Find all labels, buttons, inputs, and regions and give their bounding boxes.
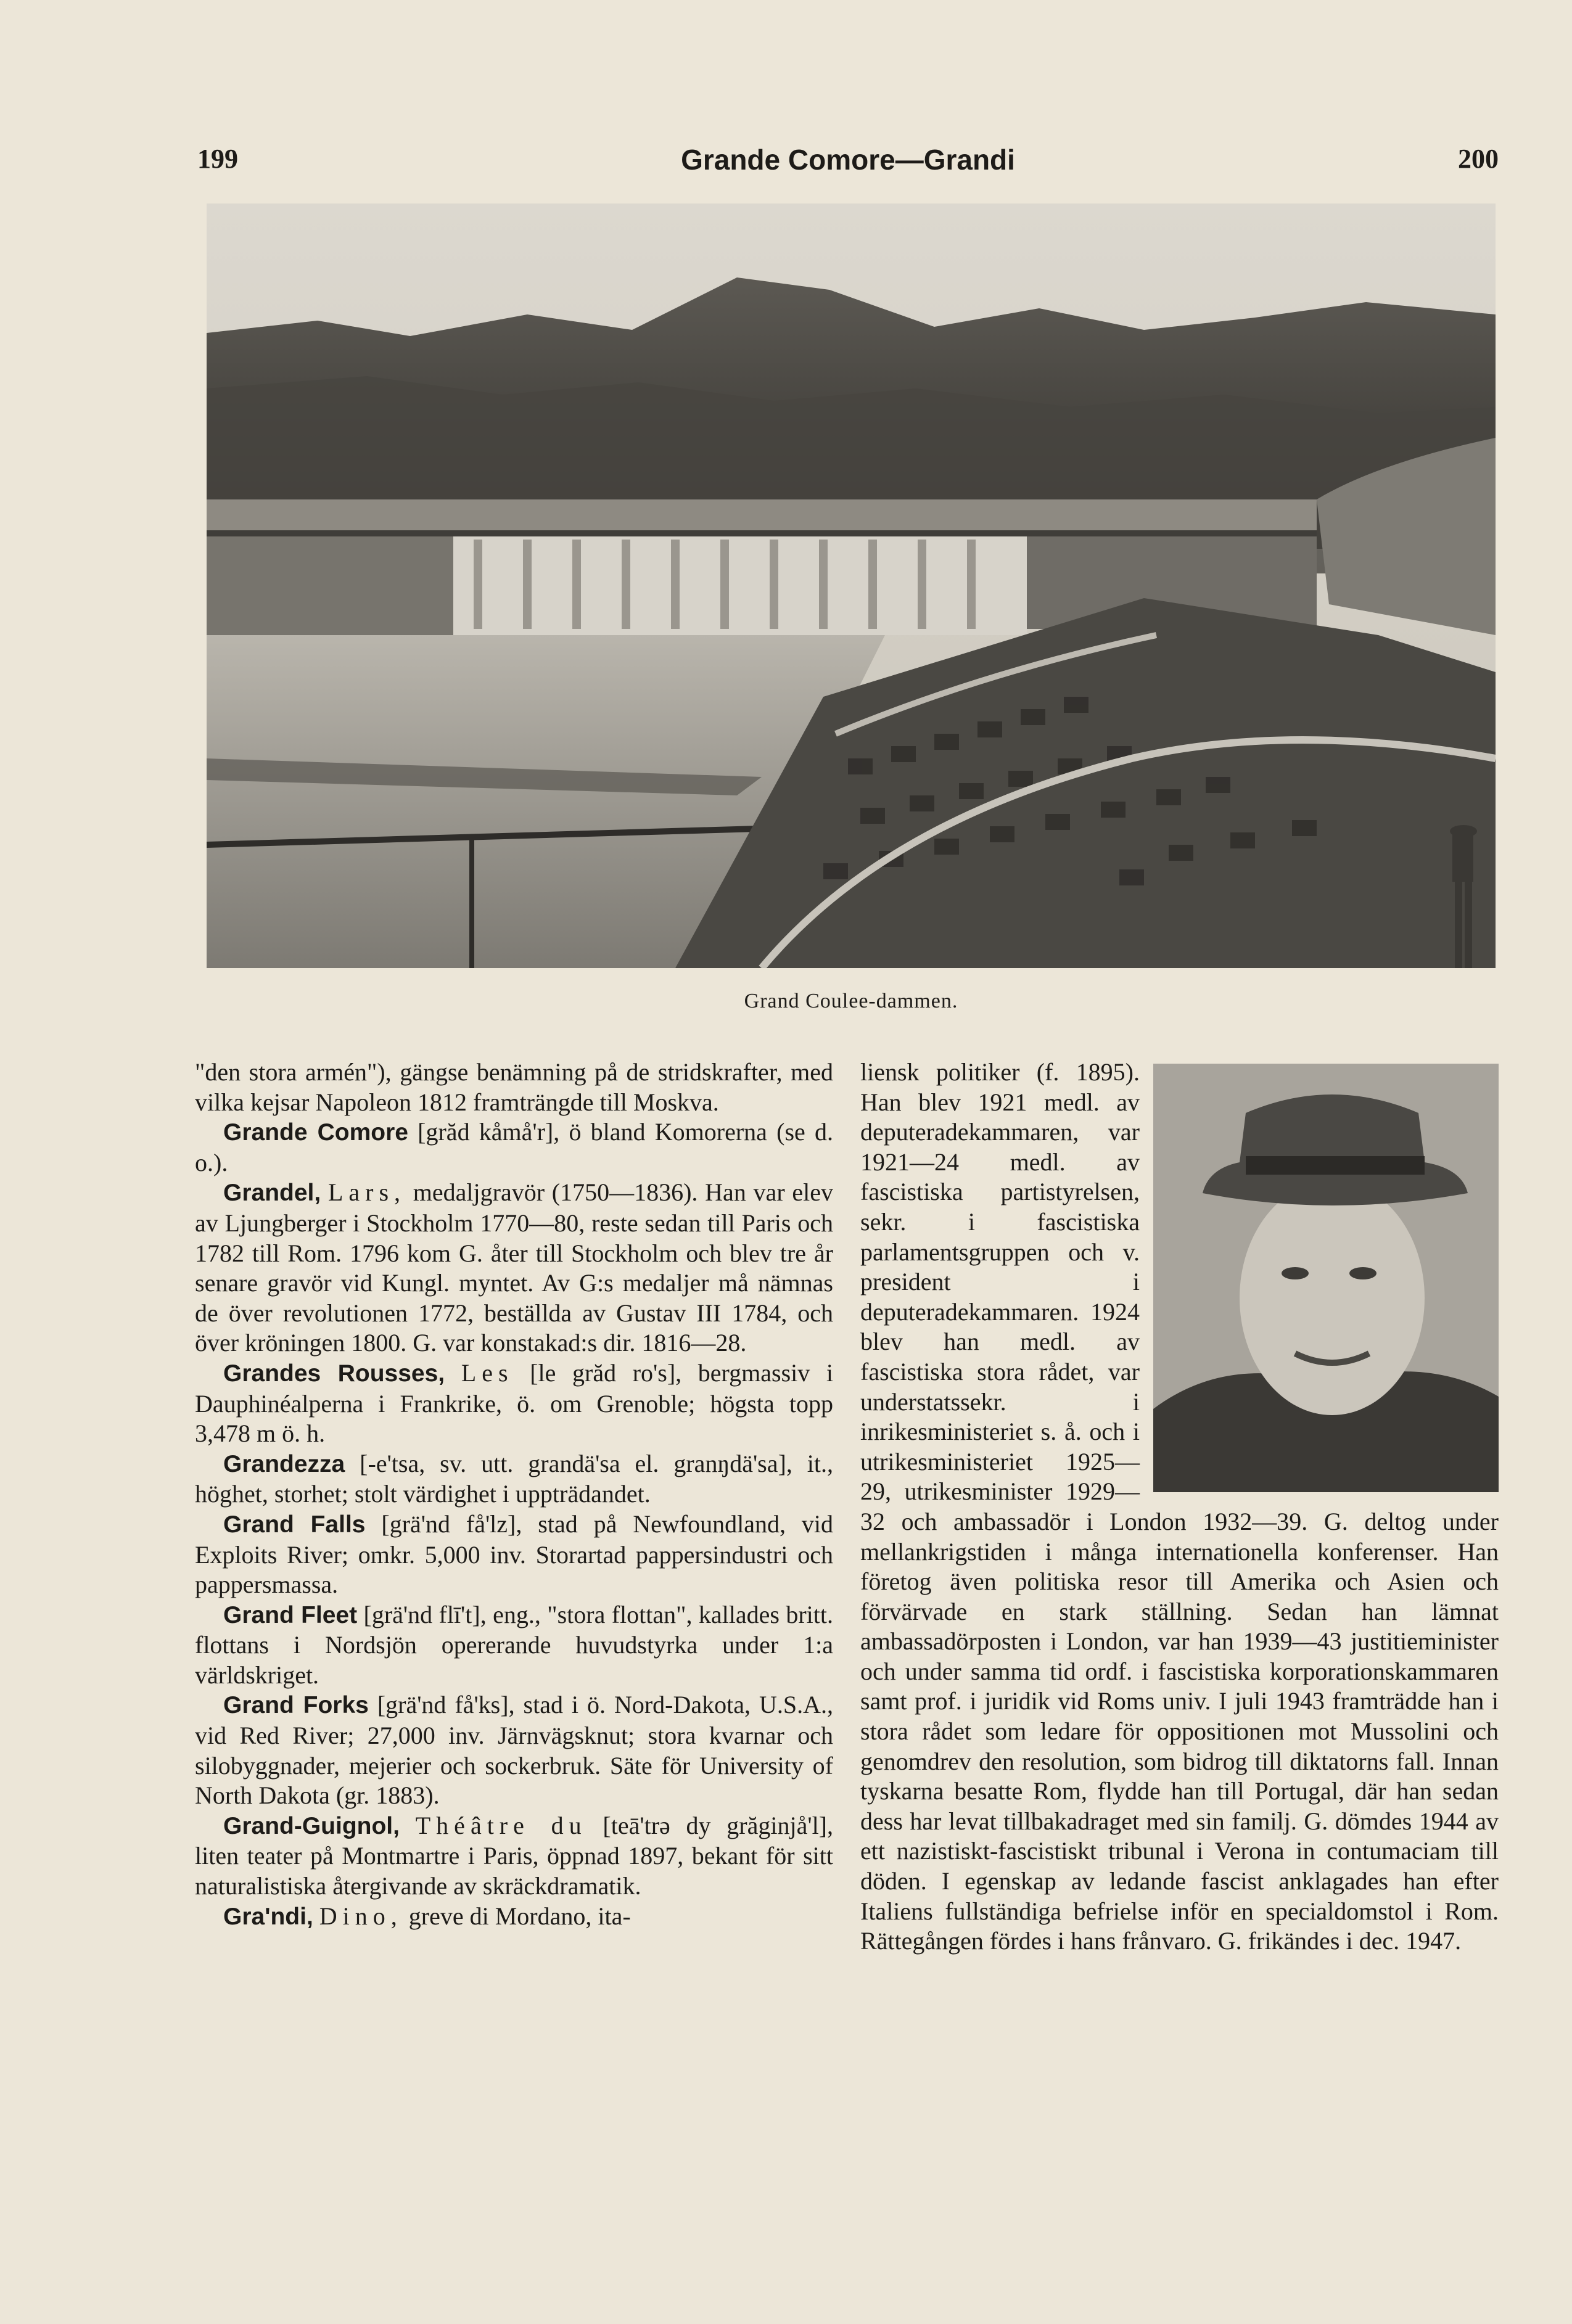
person-name: Lars, — [327, 1178, 406, 1207]
page-number-right: 200 — [1458, 144, 1499, 174]
entry-grand-fleet — [195, 1600, 833, 1691]
entry-text: [-e'tsa, sv. utt. grandä'sa el. granŋdä'sa], it., höghet, storhet; stolt värdighet i uppträdandet. — [195, 1449, 833, 1508]
headword: Grande Comore — [223, 1119, 408, 1146]
dam-photograph — [207, 203, 1496, 968]
headword: Grand Falls — [223, 1511, 366, 1538]
entry-grandel — [195, 1178, 833, 1358]
entry-grandes-rousses — [195, 1358, 833, 1449]
right-column — [860, 1057, 1499, 1957]
article-name: Les — [461, 1358, 514, 1387]
person-name: Dino, — [319, 1902, 403, 1930]
entry-text: [teā'trə dy grăginjå'l], liten teater på Montmartre i Paris, öppnad 1897, bekant för sitt naturalistiska återgivande av skräckdramatik. — [195, 1811, 834, 1900]
entry-grandi — [195, 1902, 833, 1932]
entry-grand-forks — [195, 1690, 833, 1810]
headword: Grand Fleet — [223, 1601, 358, 1628]
headword: Grand-Guignol, — [223, 1812, 400, 1839]
entry-grand-falls — [195, 1509, 833, 1600]
page-number-left: 199 — [197, 144, 238, 174]
entry-grand-guignol — [195, 1811, 833, 1902]
headword: Grandezza — [223, 1450, 345, 1477]
headword: Grandel, — [223, 1180, 321, 1207]
photo-caption: Grand Coulee-dammen. — [744, 990, 958, 1012]
continued-paragraph: "den stora armén"), gängse benämning på de stridskrafter, med vilka kejsar Napoleon 1812 framträngde till Moskva. — [195, 1058, 833, 1116]
entry-text: [grä'nd få'ks], stad i ö. Nord-Dakota, U.S.A., vid Red River; 27,000 inv. Järnvägsknut; stora kvarnar och silobyggnader, mejerier och sockerbruk. Säte för University of North Dakota (gr. 1883). — [195, 1691, 833, 1810]
continued-paragraph: liensk politiker (f. 1895). Han blev 1921 medl. av deputeradekammaren, var 1921—24 medl. av fascistiska partistyrelsen, sekr. i fascistiska parlamentsgruppen och v. president i deputeradekammaren. 1924 blev han medl. av fascistiska stora rådet, var understatssekr. i inrikesministeriet s. å. och i utrikesministeriet 1925—29, utrikesminister 1929—32 och ambassadör i London 1932—39. G. deltog under mellankrigstiden i många internationella konferenser. Han företog även politiska resor till Amerika och Asien och förvärvade en stark ställning. Sedan han lämnat ambassadörposten i London, var han 1939—43 justitieminister och under samma tid ordf. i fascistiska korporationskammaren samt prof. i juridik vid Roms univ. I juli 1943 framträdde han i stora rådet som ledare för oppositionen mot Mussolini och genomdrev den resolution, som bidrog till diktatorns fall. Innan tyskarna besatte Rom, flydde han till Portugal, där han sedan dess har levat tillbakadraget med sin familj. G. dömdes 1944 av ett nazistiskt-fascistiskt tribunal i Verona in contumaciam till döden. I egenskap av ledande fascist anklagades han efter Italiens fullständiga befrielse inför en specialdomstol i Rom. Rättegången fördes i hans frånvaro. G. frikändes i dec. 1947. — [860, 1058, 1499, 1955]
page-header — [197, 143, 1499, 180]
theatre-name: Théâtre du — [415, 1811, 587, 1839]
entry-text: [le grăd ro's], bergmassiv i Dauphinéalperna i Frankrike, ö. om Grenoble; högsta topp 3,478 m ö. h. — [195, 1358, 834, 1448]
entry-grandezza — [195, 1449, 833, 1509]
portrait-photograph — [1153, 1064, 1499, 1492]
headword: Gra'ndi, — [223, 1903, 313, 1930]
headword: Grandes Rousses, — [223, 1360, 445, 1387]
left-column — [195, 1057, 833, 1932]
headword: Grand Forks — [223, 1692, 369, 1719]
entry-text: greve di Mordano, ita- — [402, 1902, 631, 1930]
entry-text: medaljgravör (1750—1836). Han var elev av Ljungberger i Stockholm 1770—80, reste sedan till Paris och 1782 till Rom. 1796 kom G. åter till Stockholm och blev tre år senare gravör vid Kungl. myntet. Av G:s medaljer må nämnas de över revolutionen 1772, beställda av Gustav III 1784, och över kröningen 1800. G. var konstakad:s dir. 1816—28. — [195, 1178, 834, 1357]
entry-grande-comore — [195, 1117, 833, 1178]
entry-text: [grăd kåmå'r], ö bland Komorerna (se d. o.). — [195, 1118, 833, 1176]
entry-text: [grä'nd få'lz], stad på Newfoundland, vid Exploits River; omkr. 5,000 inv. Storartad pappersindustri och pappersmassa. — [195, 1509, 833, 1599]
entry-text: [grä'nd flī't], eng., "stora flottan", kallades britt. flottans i Nordsjön opererande huvudstyrka under 1:a världskriget. — [195, 1600, 833, 1689]
running-title: Grande Comore—Grandi — [681, 144, 1015, 176]
